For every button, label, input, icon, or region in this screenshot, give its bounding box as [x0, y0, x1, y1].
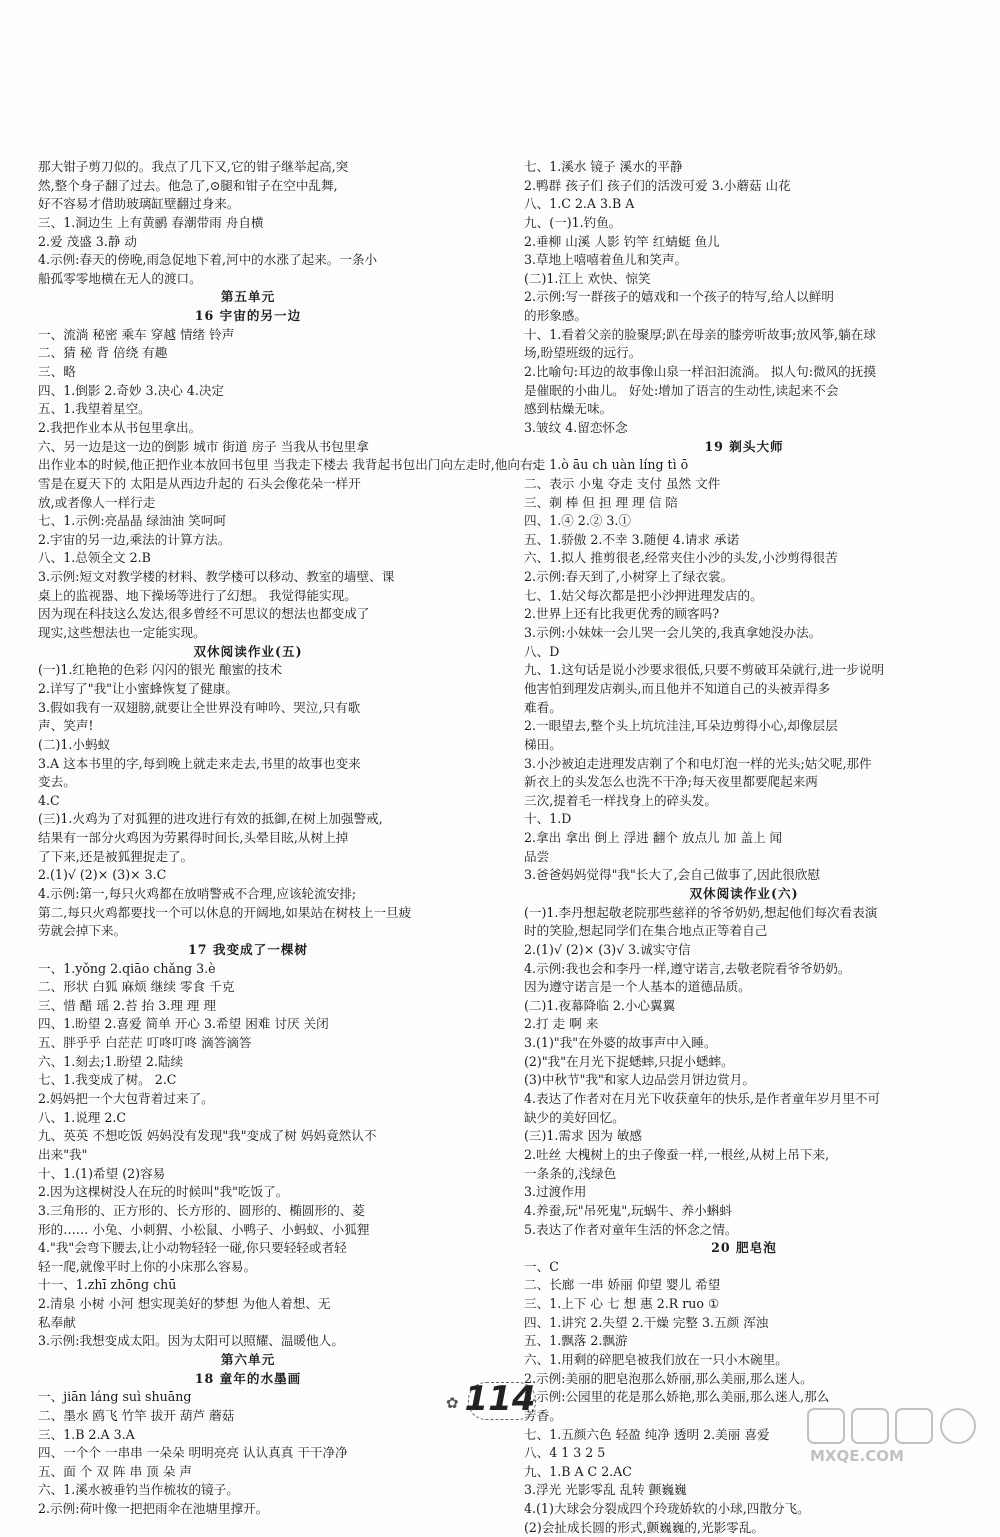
answer-line: 七、1.溪水 镜子 溪水的平静: [524, 159, 683, 174]
answer-line: 一条条的,浅绿色: [524, 1165, 617, 1181]
answer-line: 二、墨水 鸥飞 竹竿 拔开 葫芦 蘑菇: [38, 1407, 235, 1423]
answer-line: 三、1.上下 心 七 想 惠 2.R ruo ①: [524, 1296, 720, 1312]
answer-line: 七、1.姑父每次都是把小沙押进理发店的。: [524, 587, 763, 603]
answer-line: 2.宇宙的另一边,乘法的计算方法。: [38, 531, 231, 547]
answer-line: 因为遵守诺言是一个人基本的道德品质。: [524, 979, 751, 995]
answer-line: 4."我"会弯下腰去,让小动物轻轻一碰,你只要轻轻或者轻: [38, 1240, 347, 1256]
answer-line: 2.鸭群 孩子们 孩子们的活泼可爱 3.小蘑菇 山花: [524, 177, 791, 193]
answer-line: 缺少的美好回忆。: [524, 1109, 625, 1125]
answer-line: 3.假如我有一双翅膀,就要让全世界没有呻吟、哭泣,只有歌: [38, 699, 361, 715]
answer-line: 3.草地上嘻嘻着鱼儿和笑声。: [524, 252, 688, 268]
answer-line: 轻一爬,就像平时上你的小床那么容易。: [38, 1258, 257, 1274]
answer-line: 九、(一)1.钓鱼。: [524, 214, 622, 230]
answer-line: 他害怕到理发店剃头,而且他并不知道自己的头被弄得多: [524, 680, 831, 696]
answer-line: 4.(1)大球会分裂成四个玲珑娇软的小球,四散分飞。: [524, 1501, 810, 1517]
answer-line: 品尝: [524, 848, 550, 864]
answer-line: 三、1.B 2.A 3.A: [38, 1426, 135, 1442]
answer-line: 四、1.倒影 2.奇妙 3.决心 4.决定: [38, 382, 225, 398]
answer-line: 2.我把作业本从书包里拿出。: [38, 419, 202, 435]
answer-line: 二、形状 白狐 麻烦 继续 零食 千克: [38, 979, 235, 995]
answer-line: 4.C: [38, 792, 60, 808]
answer-line: 七、1.我变成了树。 2.C: [38, 1072, 177, 1088]
answer-line: 私奉献: [38, 1314, 76, 1330]
answer-line: 十、1.D: [524, 811, 572, 827]
answer-line: 三次,提着毛一样找身上的碎头发。: [524, 792, 717, 808]
answer-line: (二)1.江上 欢快、惊笑: [524, 270, 651, 286]
answer-line: 声、笑声!: [38, 718, 94, 734]
answer-line: 时的笑脸,想起同学们在集合地点正等着自己: [524, 923, 768, 939]
section-heading: 双休阅读作业(五): [193, 643, 303, 659]
section-heading: 17 我变成了一棵树: [187, 941, 309, 957]
answer-line: 2.拿出 拿出 倒上 浮进 翻个 放点儿 加 盖上 闻: [524, 830, 783, 846]
page-number: 114: [464, 1379, 536, 1419]
answer-line: 第二,每只火鸡都要找一个可以休息的开阔地,如果站在树枝上一旦疲: [38, 904, 412, 920]
answer-line: 劳就会掉下来。: [38, 923, 127, 939]
answer-line: 然,整个身子翻了过去。他急了,⊙腿和钳子在空中乱舞,: [38, 177, 338, 193]
answer-line: 结果有一部分火鸡因为劳累得时间长,头晕目眩,从树上掉: [38, 830, 349, 846]
answer-line: 感到枯燥无味。: [524, 401, 613, 417]
answer-line: 3.示例:短文对教学楼的材料、教学楼可以移动、教室的墙壁、课: [38, 569, 395, 585]
answer-line: 一、1.ò āu ch uàn líng tì ō: [524, 457, 689, 473]
answer-line: (三)1.需求 因为 敏感: [524, 1128, 643, 1144]
answer-line: 三、略: [38, 364, 76, 380]
answer-line: 3.A 这本书里的字,每到晚上就走来走去,书里的故事也变来: [38, 755, 361, 771]
right-answer-column: [524, 158, 964, 1537]
answer-line: 4.表达了作者对在月光下收获童年的快乐,是作者童年岁月里不可: [524, 1091, 881, 1107]
answer-line: 六、1.用剩的碎肥皂被我们放在一只小木碗里。: [524, 1352, 788, 1367]
section-heading: 双休阅读作业(六): [689, 885, 799, 901]
answer-line: 2.一眼望去,整个头上坑坑洼洼,耳朵边剪得小心,却像层层: [524, 718, 838, 734]
answer-line: 放,或者像人一样行走: [38, 494, 156, 510]
answer-line: 2.(1)√ (2)× (3)√ 3.诚实守信: [524, 941, 691, 957]
answer-line: 2.(1)√ (2)× (3)× 3.C: [38, 867, 167, 883]
answer-line: 3.示例:小妹妹一会儿哭一会儿笑的,我真拿她没办法。: [524, 625, 822, 641]
flower-ornament-icon: ✿: [446, 1394, 459, 1412]
answer-line: 船孤零零地横在无人的渡口。: [38, 270, 202, 286]
answer-line: 十一、1.zhī zhōng chū: [38, 1277, 177, 1293]
answer-line: 2.妈妈把一个大包背着过来了。: [38, 1091, 214, 1107]
answer-line: 的形象感。: [524, 308, 587, 324]
answer-line: 4.示例:第一,每只火鸡都在放哨警戒不合理,应该轮流安排;: [38, 885, 357, 901]
answer-line: 出作业本的时候,他正把作业本放回书包里 当我走下楼去 我背起书包出门向左走时,他向右走: [38, 457, 546, 473]
answer-line: (二)1.夜幕降临 2.小心翼翼: [524, 997, 676, 1013]
answer-line: 二、猜 秘 背 倍绕 有趣: [38, 345, 168, 361]
answer-line: 四、1.④ 2.② 3.①: [524, 513, 632, 529]
section-heading: 20 肥皂泡: [711, 1240, 777, 1256]
answer-line: 是催眠的小曲儿。 好处:增加了语言的生动性,读起来不会: [524, 382, 839, 398]
answer-line: 难看。: [524, 699, 562, 715]
answer-line: 4.示例:我也会和李丹一样,遵守诺言,去敬老院看爷爷奶奶。: [524, 960, 851, 976]
answer-line: 九、1.B A C 2.AC: [524, 1463, 632, 1479]
answer-line: 九、英英 不想吃饭 妈妈没有发现"我"变成了树 妈妈竟然认不: [38, 1128, 377, 1144]
answer-line: 5.表达了作者对童年生活的怀念之情。: [524, 1221, 738, 1237]
answer-line: 3.三角形的、正方形的、长方形的、圆形的、椭圆形的、菱: [38, 1202, 365, 1218]
answer-line: 2.清泉 小树 小河 想实现美好的梦想 为他人着想、无: [38, 1296, 331, 1312]
answer-line: 芳香。: [524, 1407, 562, 1423]
answer-line: (2)"我"在月光下捉蟋蟀,只捉小蟋蟀。: [524, 1053, 734, 1069]
answer-line: 出来"我": [38, 1146, 88, 1162]
answer-line: 二、表示 小鬼 夺走 支付 虽然 文件: [524, 475, 721, 491]
answer-line: 2.因为这棵树没人在玩的时候叫"我"吃饭了。: [38, 1184, 289, 1200]
watermark-logo: [800, 1405, 990, 1465]
answer-line: 2.垂柳 山溪 人影 钓竿 红蜻蜓 鱼儿: [524, 233, 720, 249]
answer-line: 十、1.看着父亲的脸聚厚;趴在母亲的膝旁听故事;放风筝,躺在球: [524, 326, 876, 342]
answer-line: 3.(1)"我"在外婆的故事声中入睡。: [524, 1035, 717, 1051]
answer-line: 九、1.这句话是说小沙要求很低,只要不剪破耳朵就行,进一步说明: [524, 662, 885, 678]
answer-line: 八、D: [524, 643, 560, 659]
answer-line: 六、1.拟人 推剪很老,经常夹住小沙的头发,小沙剪得很苦: [524, 550, 838, 566]
answer-line: 新衣上的头发怎么也洗不干净;每天夜里都要爬起来两: [524, 774, 818, 790]
answer-line: 变去。: [38, 774, 76, 790]
answer-line: (2)会扯成长圆的形式,颤巍巍的,光影零乱。: [524, 1519, 764, 1535]
answer-line: 八、1.说理 2.C: [38, 1109, 127, 1125]
answer-line: 一、jiān láng suì shuāng: [38, 1389, 192, 1405]
answer-line: (3)中秋节"我"和家人边品尝月饼边赏月。: [524, 1072, 755, 1088]
section-heading: 18 童年的水墨画: [194, 1370, 302, 1386]
answer-line: 五、1.飘落 2.飘游: [524, 1333, 628, 1349]
section-heading: 16 宇宙的另一边: [194, 308, 302, 324]
answer-line: 八、1.C 2.A 3.B A: [524, 196, 635, 212]
answer-line: 三、剃 棒 但 担 理 理 信 陪: [524, 494, 678, 510]
answer-line: 八、1.总领全文 2.B: [38, 550, 151, 566]
answer-line: 三、惜 醋 瑶 2.苔 抬 3.理 理 理: [38, 997, 216, 1013]
answer-line: (三)1.火鸡为了对狐狸的进攻进行有效的抵御,在树上加强警戒,: [38, 811, 383, 827]
answer-line: 2.示例:美丽的肥皂泡那么娇丽,那么美丽,那么迷人。: [524, 1370, 813, 1386]
answer-line: 那大钳子剪刀似的。我点了几下又,它的钳子继举起高,突: [38, 159, 349, 174]
answer-line: 现实,这些想法也一定能实现。: [38, 625, 206, 641]
answer-line: 一、1.yǒng 2.qiāo chǎng 3.è: [38, 960, 216, 976]
answer-line: 2.示例:写一群孩子的嬉戏和一个孩子的特写,给人以鲜明: [524, 289, 834, 305]
answer-line: 六、另一边是这一边的倒影 城市 街道 房子 当我从书包里拿: [38, 438, 369, 454]
answer-line: 八、4 1 3 2 5: [524, 1445, 606, 1461]
answer-line: 四、一个个 一串串 一朵朵 明明亮亮 认认真真 干干净净: [38, 1445, 348, 1461]
answer-line: 因为现在科技这么发达,很多曾经不可思议的想法也都变成了: [38, 606, 370, 622]
answer-line: 2.世界上还有比我更优秀的顾客吗?: [524, 606, 720, 622]
answer-line: 3.示例:我想变成太阳。因为太阳可以照耀、温暖他人。: [38, 1333, 344, 1349]
answer-line: 二、长廊 一串 娇丽 仰望 婴儿 希望: [524, 1277, 721, 1293]
answer-line: 2.爱 茂盛 3.静 动: [38, 233, 138, 249]
answer-line: 雪是在夏天下的 太阳是从西边升起的 石头会像花朵一样开: [38, 475, 361, 491]
answer-line: 2.示例:春天到了,小树穿上了绿衣裳。: [524, 569, 734, 585]
answer-line: 3.皱纹 4.留恋怀念: [524, 419, 628, 435]
answer-line: 2.详写了"我"让小蜜蜂恢复了健康。: [38, 680, 238, 696]
answer-line: 一、C: [524, 1258, 559, 1274]
section-heading: 19 剃头大师: [704, 438, 784, 454]
answer-line: 一、流淌 秘密 乘车 穿越 情绪 铃声: [38, 326, 235, 342]
answer-line: 3.过渡作用: [524, 1184, 587, 1200]
answer-line: (一)1.李丹想起敬老院那些慈祥的爷爷奶奶,想起他们每次看表演: [524, 904, 878, 920]
answer-line: 四、1.盼望 2.喜爱 简单 开心 3.希望 困难 讨厌 关闭: [38, 1016, 329, 1032]
answer-line: 场,盼望班级的远行。: [524, 345, 642, 361]
answer-line: 十、1.(1)希望 (2)容易: [38, 1165, 166, 1181]
answer-line: 3.小沙被迫走进理发店剃了个和电灯泡一样的光头;姑父呢,那件: [524, 755, 872, 771]
answer-line: 好不容易才借助玻璃缸壁翻过身来。: [38, 196, 240, 212]
answer-line: 四、1.讲究 2.失望 2.干燥 完整 3.五颜 浑浊: [524, 1314, 769, 1330]
answer-line: 三、1.洞边生 上有黄鹂 春潮带雨 舟自横: [38, 214, 264, 230]
answer-line: 了下来,还是被狐狸捉走了。: [38, 848, 194, 864]
answer-line: 2.比喻句:耳边的故事像山泉一样汩汩流淌。 拟人句:微风的抚摸: [524, 364, 876, 380]
watermark-text: MXQE.COM: [810, 1447, 904, 1465]
answer-line: 梯田。: [524, 736, 562, 752]
answer-line: 3.示例:公园里的花是那么娇艳,那么美丽,那么迷人,那么: [524, 1389, 830, 1405]
section-heading: 第五单元: [220, 289, 276, 305]
answer-line: 五、1.骄傲 2.不幸 3.随便 4.请求 承诺: [524, 531, 740, 547]
answer-line: 4.养蚕,玩"吊死鬼",玩蜗牛、养小蝌蚪: [524, 1202, 732, 1218]
answer-line: 2.打 走 啊 来: [524, 1016, 599, 1032]
answer-line: 3.浮光 光影零乱 乱转 颤巍巍: [524, 1482, 687, 1498]
answer-line: 2.吐丝 大槐树上的虫子像蚕一样,一根丝,从树上吊下来,: [524, 1146, 830, 1162]
answer-line: 六、1.溪水被垂钓当作梳妆的镜子。: [38, 1482, 239, 1498]
answer-line: 五、胖乎乎 白茫茫 叮咚叮咚 滴答滴答: [38, 1035, 252, 1051]
answer-line: 2.示例:荷叶像一把把雨伞在池塘里撑开。: [38, 1501, 269, 1517]
answer-line: 桌上的监视器、地下操场等进行了幻想。 我觉得能实现。: [38, 587, 357, 603]
answer-line: 五、1.我望着星空。: [38, 401, 151, 417]
answer-line: 六、1.刻去;1.盼望 2.陆续: [38, 1053, 184, 1069]
answer-line: (一)1.红艳艳的色彩 闪闪的银光 酿蜜的技术: [38, 662, 282, 678]
answer-line: 3.爸爸妈妈觉得"我"长大了,会自己做事了,因此很欣慰: [524, 867, 821, 883]
answer-line: 4.示例:春天的傍晚,雨急促地下着,河中的水涨了起来。一条小: [38, 252, 378, 268]
answer-line: 七、1.示例:亮晶晶 绿油油 笑呵呵: [38, 513, 226, 529]
answer-line: 形的…… 小兔、小刺猬、小松鼠、小鸭子、小蚂蚁、小狐狸: [38, 1221, 370, 1237]
answer-line: 七、1.五颜六色 轻盈 纯净 透明 2.美丽 喜爱: [524, 1426, 770, 1442]
answer-line: (二)1.小蚂蚁: [38, 736, 111, 752]
section-heading: 第六单元: [220, 1352, 276, 1367]
answer-line: 五、面 个 双 阵 串 顶 朵 声: [38, 1463, 192, 1479]
